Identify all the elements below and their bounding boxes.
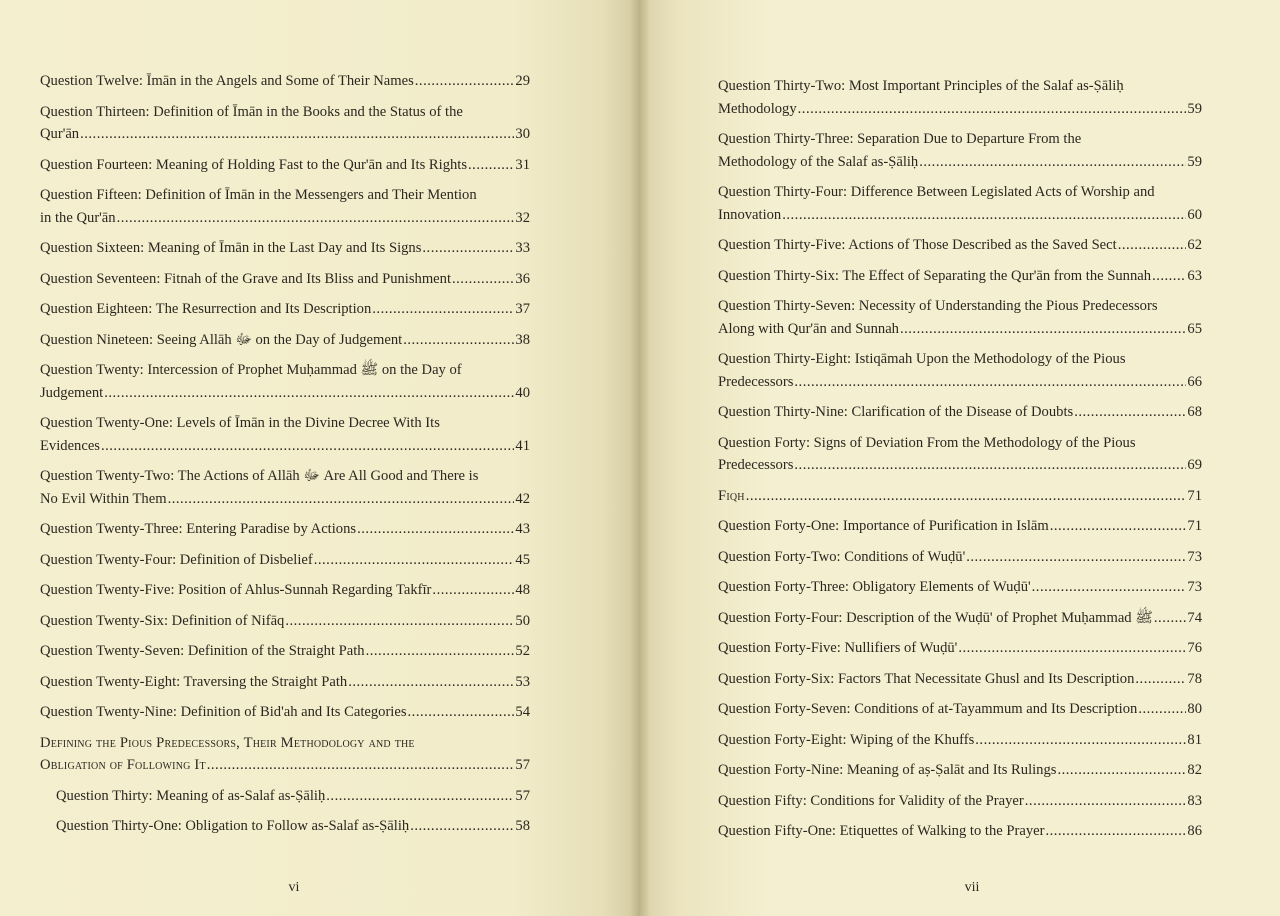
toc-entry-title: Question Thirty: Meaning of as-Salaf as-Ṣāliḥ xyxy=(56,787,326,804)
toc-page-number: 31 xyxy=(515,156,530,173)
toc-entry xyxy=(718,348,1202,393)
dot-leader xyxy=(285,610,514,633)
toc-entry-row xyxy=(40,329,530,352)
toc-entry-row xyxy=(40,671,530,694)
toc-entry-title: Question Fifty: Conditions for Validity of the Prayer xyxy=(718,792,1024,809)
toc-page-number: 73 xyxy=(1187,548,1202,565)
entry-spacer xyxy=(718,507,1202,515)
toc-entry-row xyxy=(718,151,1202,174)
toc-entry xyxy=(718,75,1202,120)
toc-page-number: 50 xyxy=(515,612,530,629)
toc-entry xyxy=(718,607,1202,630)
dot-leader xyxy=(1074,401,1186,424)
entry-spacer xyxy=(40,807,530,815)
toc-entry-row xyxy=(56,785,530,808)
toc-entry-row xyxy=(40,579,530,602)
toc-page-number: 37 xyxy=(515,301,530,317)
toc-entry-title: Innovation xyxy=(718,206,782,223)
entry-spacer xyxy=(718,340,1202,348)
entry-spacer xyxy=(40,510,530,518)
dot-leader xyxy=(1154,607,1187,630)
dot-leader xyxy=(326,785,514,808)
toc-entry xyxy=(40,701,530,724)
toc-entry xyxy=(40,101,530,146)
toc-entry-row xyxy=(718,698,1202,721)
dot-leader xyxy=(366,640,515,663)
toc-page-number: 82 xyxy=(1187,762,1202,778)
entry-spacer xyxy=(40,260,530,268)
toc-entry-title: Question Nineteen: Seeing Allāh ﷻ on the Day of Judgement xyxy=(40,331,403,348)
toc-entry-title: Question Twenty-Nine: Definition of Bid'ah and Its Categories xyxy=(40,704,407,720)
toc-entry xyxy=(718,729,1202,752)
toc-page-number: 83 xyxy=(1187,792,1202,809)
toc-entry-title: Question Thirty-Five: Actions of Those Described as the Saved Sect xyxy=(718,237,1117,253)
toc-entry-title: Obligation of Following It xyxy=(40,757,206,773)
toc-entry-row xyxy=(40,549,530,572)
toc-page-number: 30 xyxy=(515,126,530,142)
toc-page-number: 41 xyxy=(515,437,530,454)
toc-entry-title: Question Twenty-Six: Definition of Nifāq xyxy=(40,612,285,629)
toc-entry-row xyxy=(40,640,530,663)
toc-entry-row xyxy=(40,70,530,93)
toc-page-number: 63 xyxy=(1187,267,1202,284)
toc-section-heading xyxy=(40,732,530,777)
entry-spacer xyxy=(40,571,530,579)
toc-entry-row xyxy=(718,204,1202,227)
dot-leader xyxy=(794,454,1186,477)
toc-page-number: 59 xyxy=(1187,100,1202,117)
toc-entry xyxy=(718,576,1202,599)
toc-entry xyxy=(718,181,1202,226)
toc-entry-title: Question Twenty-Eight: Traversing the Straight Path xyxy=(40,673,348,690)
toc-entry-title: Question Forty-Five: Nullifiers of Wuḍū' xyxy=(718,640,958,656)
toc-entry-title: Question Seventeen: Fitnah of the Grave and Its Bliss and Punishment xyxy=(40,270,451,287)
toc-entry-row xyxy=(718,759,1202,782)
toc-page-number: 54 xyxy=(515,704,530,720)
toc-entry xyxy=(718,820,1202,843)
toc-entry xyxy=(718,265,1202,288)
toc-entry-title: Question Forty-Six: Factors That Necessitate Ghusl and Its Description xyxy=(718,670,1135,687)
toc-entry xyxy=(718,668,1202,691)
toc-entry xyxy=(40,815,530,838)
toc-entry-row xyxy=(718,234,1202,257)
toc-entry-row xyxy=(718,371,1202,394)
entry-spacer xyxy=(718,538,1202,546)
entry-spacer xyxy=(40,321,530,329)
toc-entry-row xyxy=(718,454,1202,477)
dot-leader xyxy=(975,729,1186,752)
dot-leader xyxy=(168,488,515,511)
toc-entry-title: Question Forty-Nine: Meaning of aṣ-Ṣalāt and Its Rulings xyxy=(718,762,1057,778)
toc-entry-title: Question Forty-Three: Obligatory Elements of Wuḍū' xyxy=(718,579,1031,595)
toc-entry xyxy=(40,298,530,321)
toc-entry-title: Along with Qur'ān and Sunnah xyxy=(718,320,899,337)
toc-entry-row xyxy=(40,435,530,458)
toc-entry-title: Methodology of the Salaf as-Ṣāliḥ xyxy=(718,153,919,170)
entry-spacer xyxy=(40,724,530,732)
entry-spacer xyxy=(40,404,530,412)
toc-entry-title: Question Fifty-One: Etiquettes of Walking to the Prayer xyxy=(718,823,1045,839)
entry-spacer xyxy=(718,629,1202,637)
dot-leader xyxy=(101,435,514,458)
toc-entry-title: Question Thirty-One: Obligation to Follow as-Salaf as-Ṣāliḥ xyxy=(56,818,410,834)
toc-entry-row xyxy=(718,515,1202,538)
toc-page-number: 62 xyxy=(1187,237,1202,253)
page-number-left: vi xyxy=(288,880,300,895)
dot-leader xyxy=(1025,790,1187,813)
toc-page-number: 57 xyxy=(515,787,530,804)
toc-entry xyxy=(718,698,1202,721)
toc-entry-row xyxy=(40,237,530,260)
toc-page-number: 29 xyxy=(515,73,530,89)
toc-page-number: 59 xyxy=(1187,153,1202,170)
toc-page-number: 43 xyxy=(515,521,530,537)
entry-spacer xyxy=(40,541,530,549)
dot-leader xyxy=(372,298,514,321)
toc-page-number: 65 xyxy=(1187,320,1202,337)
dot-leader xyxy=(746,485,1187,508)
toc-entry-title: Question Eighteen: The Resurrection and Its Description xyxy=(40,301,372,317)
entry-spacer xyxy=(718,721,1202,729)
toc-entry-row xyxy=(718,820,1202,843)
entry-spacer xyxy=(40,290,530,298)
toc-entry xyxy=(718,234,1202,257)
toc-entry-title: Qur'ān xyxy=(40,126,80,142)
entry-spacer xyxy=(718,287,1202,295)
toc-page-number: 74 xyxy=(1187,609,1202,626)
toc-entry-row xyxy=(718,668,1202,691)
toc-entry-title-line: Question Thirty-Seven: Necessity of Understanding the Pious Predecessors xyxy=(718,298,1158,314)
toc-entry xyxy=(40,154,530,177)
toc-page-number: 78 xyxy=(1187,670,1202,687)
toc-page-number: 32 xyxy=(515,209,530,226)
toc-entry xyxy=(718,432,1202,477)
dot-leader xyxy=(410,815,514,838)
toc-page-number: 58 xyxy=(515,818,530,834)
entry-spacer xyxy=(718,226,1202,234)
toc-section-heading xyxy=(718,485,1202,508)
toc-entry xyxy=(40,412,530,457)
toc-entry-title: Question Fourteen: Meaning of Holding Fast to the Qur'ān and Its Rights xyxy=(40,156,468,173)
toc-entry-title: Question Thirty-Six: The Effect of Separating the Qur'ān from the Sunnah xyxy=(718,267,1152,284)
dot-leader xyxy=(415,70,515,93)
dot-leader xyxy=(1045,820,1186,843)
entry-spacer xyxy=(40,693,530,701)
dot-leader xyxy=(794,371,1186,394)
toc-entry-title: Question Forty-One: Importance of Purification in Islām xyxy=(718,518,1049,534)
dot-leader xyxy=(452,268,514,291)
toc-entry xyxy=(718,546,1202,569)
toc-entry xyxy=(40,329,530,352)
toc-entry xyxy=(40,359,530,404)
dot-leader xyxy=(348,671,514,694)
dot-leader xyxy=(104,382,514,405)
toc-list-left xyxy=(40,70,530,838)
entry-spacer xyxy=(718,173,1202,181)
dot-leader xyxy=(1057,759,1186,782)
toc-entry-title: Fiqh xyxy=(718,487,745,504)
toc-entry xyxy=(40,237,530,260)
toc-page-number: 38 xyxy=(515,331,530,348)
toc-entry-row xyxy=(56,815,530,838)
toc-page-number: 69 xyxy=(1187,457,1202,473)
toc-entry xyxy=(40,184,530,229)
toc-entry-row xyxy=(40,701,530,724)
toc-entry-title: Question Twenty-Seven: Definition of the Straight Path xyxy=(40,643,365,659)
dot-leader xyxy=(958,637,1186,660)
toc-entry-title: Question Forty-Two: Conditions of Wuḍū' xyxy=(718,548,966,565)
toc-entry xyxy=(718,637,1202,660)
toc-entry-row xyxy=(718,98,1202,121)
entry-spacer xyxy=(40,777,530,785)
entry-spacer xyxy=(718,782,1202,790)
toc-entry-title: Question Twenty-Three: Entering Paradise by Actions xyxy=(40,521,357,537)
dot-leader xyxy=(80,123,514,146)
toc-entry-row xyxy=(40,382,530,405)
dot-leader xyxy=(782,204,1186,227)
toc-entry xyxy=(40,610,530,633)
entry-spacer xyxy=(718,751,1202,759)
toc-page-number: 71 xyxy=(1187,518,1202,534)
toc-entry xyxy=(40,70,530,93)
entry-spacer xyxy=(40,663,530,671)
toc-page-number: 36 xyxy=(515,270,530,287)
toc-entry-row xyxy=(718,729,1202,752)
toc-entry-row xyxy=(40,268,530,291)
entry-spacer xyxy=(40,457,530,465)
toc-entry-row xyxy=(40,488,530,511)
toc-entry-title-line: Question Fifteen: Definition of Īmān in the Messengers and Their Mention xyxy=(40,187,477,203)
toc-entry-title-line: Question Forty: Signs of Deviation From the Methodology of the Pious xyxy=(718,434,1136,451)
toc-entry-title: Question Forty-Eight: Wiping of the Khuffs xyxy=(718,731,975,748)
toc-entry-title: Question Sixteen: Meaning of Īmān in the Last Day and Its Signs xyxy=(40,240,422,256)
toc-page-number: 42 xyxy=(515,490,530,507)
entry-spacer xyxy=(718,477,1202,485)
toc-entry-row xyxy=(40,207,530,230)
toc-entry xyxy=(718,128,1202,173)
toc-page-number: 48 xyxy=(515,582,530,598)
toc-entry-row xyxy=(40,610,530,633)
toc-entry-row xyxy=(718,265,1202,288)
entry-spacer xyxy=(40,229,530,237)
toc-entry xyxy=(718,401,1202,424)
toc-entry xyxy=(40,579,530,602)
dot-leader xyxy=(117,207,515,230)
toc-entry-title-line: Question Thirty-Two: Most Important Principles of the Salaf as-Ṣāliḥ xyxy=(718,78,1124,94)
toc-entry xyxy=(40,671,530,694)
toc-page-number: 66 xyxy=(1187,373,1202,390)
toc-entry xyxy=(40,640,530,663)
entry-spacer xyxy=(718,424,1202,432)
dot-leader xyxy=(403,329,514,352)
dot-leader xyxy=(314,549,515,572)
toc-entry-title: No Evil Within Them xyxy=(40,490,167,507)
toc-entry-title-line: Question Twenty: Intercession of Prophet Muḥammad ﷺ on the Day of xyxy=(40,362,462,378)
dot-leader xyxy=(1135,668,1186,691)
dot-leader xyxy=(207,754,515,777)
dot-leader xyxy=(798,98,1187,121)
toc-entry-title: Judgement xyxy=(40,384,104,401)
toc-entry-title: Question Twenty-Four: Definition of Disbelief xyxy=(40,551,313,568)
dot-leader xyxy=(468,154,514,177)
entry-spacer xyxy=(718,812,1202,820)
toc-entry-title: Question Forty-Four: Description of the Wuḍū' of Prophet Muḥammad ﷺ xyxy=(718,609,1153,626)
entry-spacer xyxy=(718,599,1202,607)
toc-entry-title-line: Question Thirteen: Definition of Īmān in the Books and the Status of the xyxy=(40,103,463,120)
toc-entry-row xyxy=(718,637,1202,660)
toc-entry-row xyxy=(40,154,530,177)
toc-entry-row xyxy=(718,401,1202,424)
toc-entry-row xyxy=(718,546,1202,569)
dot-leader xyxy=(1138,698,1186,721)
right-page xyxy=(640,0,1280,916)
toc-entry xyxy=(718,759,1202,782)
entry-spacer xyxy=(718,660,1202,668)
toc-entry-title-line: Question Twenty-Two: The Actions of Allāh ﷻ Are All Good and There is xyxy=(40,468,479,484)
toc-entry-row xyxy=(718,576,1202,599)
dot-leader xyxy=(1050,515,1187,538)
toc-page-number: 60 xyxy=(1187,206,1202,223)
toc-page-number: 73 xyxy=(1187,579,1202,595)
toc-entry-title: in the Qur'ān xyxy=(40,209,116,226)
toc-entry-title-line: Question Thirty-Three: Separation Due to Departure From the xyxy=(718,131,1082,147)
toc-entry-title-line: Question Thirty-Four: Difference Between Legislated Acts of Worship and xyxy=(718,184,1155,200)
toc-page-number: 80 xyxy=(1187,701,1202,717)
dot-leader xyxy=(357,518,514,541)
dot-leader xyxy=(408,701,515,724)
toc-entry-title-line: Question Thirty-Eight: Istiqāmah Upon the Methodology of the Pious xyxy=(718,351,1126,367)
toc-entry-title: Question Twelve: Īmān in the Angels and Some of Their Names xyxy=(40,73,414,89)
toc-entry-title: Evidences xyxy=(40,437,100,454)
dot-leader xyxy=(1118,234,1187,257)
toc-page-number: 33 xyxy=(515,240,530,256)
toc-page-number: 57 xyxy=(515,757,530,773)
toc-entry-row xyxy=(40,754,530,777)
dot-leader xyxy=(900,318,1186,341)
entry-spacer xyxy=(718,393,1202,401)
entry-spacer xyxy=(718,257,1202,265)
entry-spacer xyxy=(718,120,1202,128)
toc-page-number: 76 xyxy=(1187,640,1202,656)
toc-entry xyxy=(40,549,530,572)
dot-leader xyxy=(919,151,1186,174)
toc-entry-row xyxy=(40,518,530,541)
toc-page-number: 71 xyxy=(1187,487,1202,504)
toc-page-number: 81 xyxy=(1187,731,1202,748)
toc-page-number: 45 xyxy=(515,551,530,568)
page-number-right: vii xyxy=(964,880,980,895)
toc-entry-row xyxy=(40,298,530,321)
toc-entry-title: Question Thirty-Nine: Clarification of the Disease of Doubts xyxy=(718,404,1074,420)
entry-spacer xyxy=(40,632,530,640)
dot-leader xyxy=(1032,576,1187,599)
toc-entry-title: Predecessors xyxy=(718,457,794,473)
dot-leader xyxy=(432,579,514,602)
toc-entry xyxy=(718,295,1202,340)
toc-entry-row xyxy=(718,485,1202,508)
dot-leader xyxy=(422,237,514,260)
dot-leader xyxy=(966,546,1186,569)
toc-entry-title-line: Question Twenty-One: Levels of Īmān in the Divine Decree With Its xyxy=(40,415,440,431)
toc-entry-title: Question Forty-Seven: Conditions of at-Tayammum and Its Description xyxy=(718,701,1138,717)
toc-entry-title: Question Twenty-Five: Position of Ahlus-Sunnah Regarding Takfīr xyxy=(40,582,432,598)
toc-entry-title: Methodology xyxy=(718,100,797,117)
toc-entry-row xyxy=(718,790,1202,813)
toc-entry xyxy=(40,785,530,808)
toc-entry-row xyxy=(718,607,1202,630)
toc-page-number: 53 xyxy=(515,673,530,690)
entry-spacer xyxy=(40,146,530,154)
toc-page-number: 40 xyxy=(515,384,530,401)
toc-entry xyxy=(718,515,1202,538)
entry-spacer xyxy=(40,93,530,101)
toc-entry-row xyxy=(718,318,1202,341)
entry-spacer xyxy=(40,176,530,184)
dot-leader xyxy=(1152,265,1186,288)
toc-entry xyxy=(718,790,1202,813)
toc-list-right xyxy=(718,75,1202,843)
entry-spacer xyxy=(718,690,1202,698)
toc-entry xyxy=(40,268,530,291)
toc-page-number: 52 xyxy=(515,643,530,659)
toc-entry-row xyxy=(40,123,530,146)
entry-spacer xyxy=(40,351,530,359)
toc-entry-title-line: Defining the Pious Predecessors, Their Methodology and the xyxy=(40,734,415,751)
toc-entry xyxy=(40,465,530,510)
entry-spacer xyxy=(718,568,1202,576)
toc-page-number: 86 xyxy=(1187,823,1202,839)
book-gutter-shadow xyxy=(630,0,650,916)
toc-entry-title: Predecessors xyxy=(718,373,794,390)
toc-page-number: 68 xyxy=(1187,404,1202,420)
entry-spacer xyxy=(40,602,530,610)
toc-entry xyxy=(40,518,530,541)
